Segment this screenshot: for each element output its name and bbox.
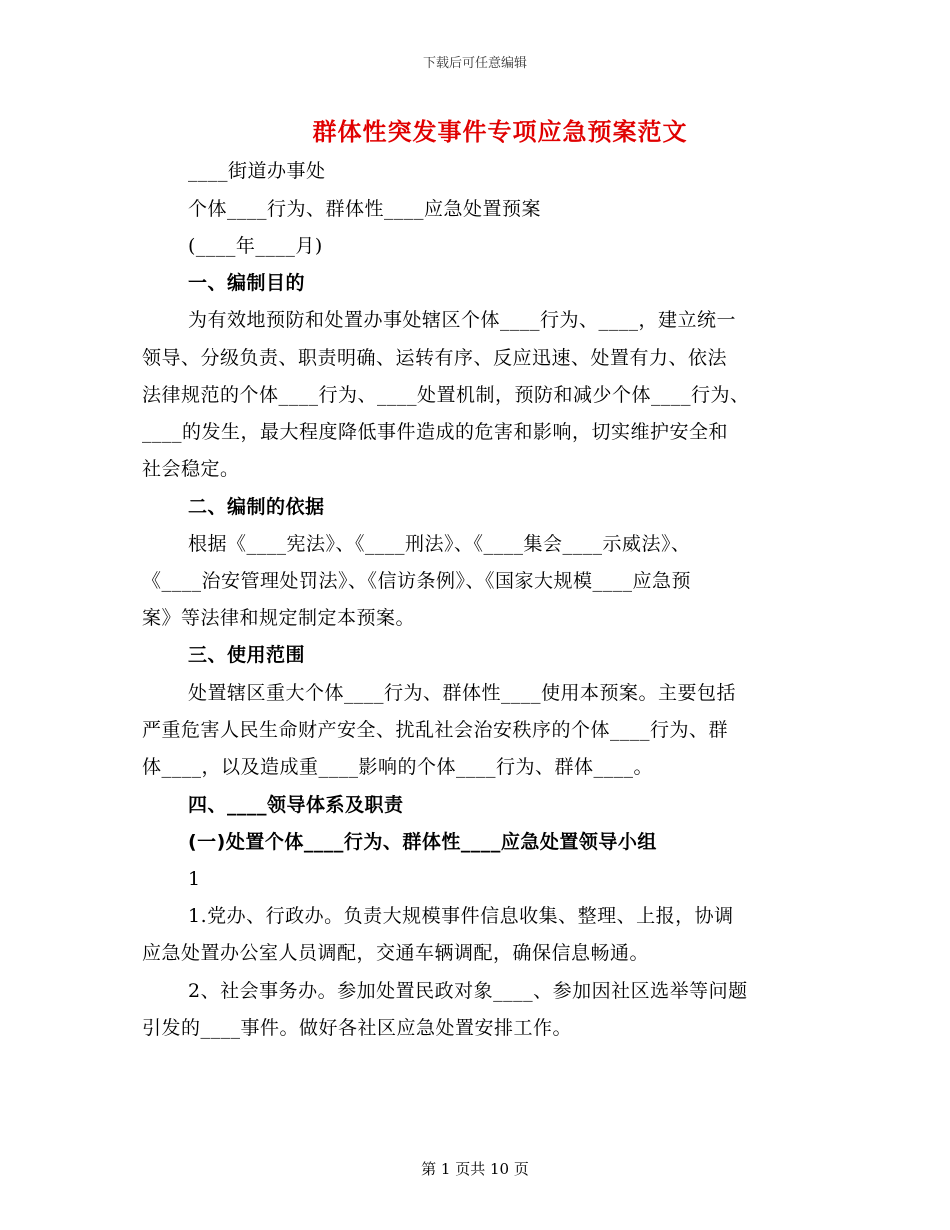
page-header: 下载后可任意编辑 (422, 56, 527, 71)
paragraph-line: 《____治安管理处罚法》、《信访条例》、《国家大规模____应急预 (142, 570, 692, 592)
paragraph-line: ____的发生，最大程度降低事件造成的危害和影响，切实维护安全和 (142, 421, 729, 443)
section-heading-basis: 二、编制的依据 (188, 496, 325, 518)
list-item-text: 2、社会事务办。参加处置民政对象____、参加因社区选举等问题 (188, 980, 748, 1002)
section-heading-purpose: 一、编制目的 (188, 272, 306, 294)
list-item-text: 应急处置办公室人员调配，交通车辆调配，确保信息畅通。 (142, 942, 650, 964)
subsection-heading: (一)处置个体____行为、群体性____应急处置领导小组 (188, 831, 657, 853)
section-heading-scope: 三、使用范围 (188, 644, 306, 666)
paragraph-line: 领导、分级负责、职责明确、运转有序、反应迅速、处置有力、依法 (142, 347, 728, 369)
paragraph-line: 处置辖区重大个体____行为、群体性____使用本预案。主要包括 (188, 682, 737, 704)
paragraph-line: 严重危害人民生命财产安全、扰乱社会治安秩序的个体____行为、群 (142, 719, 729, 741)
paragraph-line: 社会稳定。 (142, 458, 240, 480)
date-line: (____年____月) (188, 235, 323, 257)
plan-name-line: 个体____行为、群体性____应急处置预案 (188, 198, 542, 220)
list-number: 1 (188, 868, 201, 890)
office-line: ____街道办事处 (188, 160, 326, 182)
list-item-text: 引发的____事件。做好各社区应急处置安排工作。 (142, 1017, 573, 1039)
paragraph-line: 为有效地预防和处置办事处辖区个体____行为、____，建立统一 (188, 309, 737, 331)
list-item-text: 1.党办、行政办。负责大规模事件信息收集、整理、上报，协调 (188, 905, 734, 927)
paragraph-line: 体____，以及造成重____影响的个体____行为、群体____。 (142, 756, 654, 778)
paragraph-line: 案》等法律和规定制定本预案。 (142, 607, 416, 629)
document-title: 群体性突发事件专项应急预案范文 (312, 117, 688, 146)
paragraph-line: 法律规范的个体____行为、____处置机制，预防和减少个体____行为、 (142, 384, 750, 406)
section-heading-leadership: 四、____领导体系及职责 (188, 794, 404, 816)
page-footer: 第 1 页共 10 页 (421, 1160, 529, 1178)
paragraph-line: 根据《____宪法》、《____刑法》、《____集会____示威法》、 (188, 533, 691, 555)
